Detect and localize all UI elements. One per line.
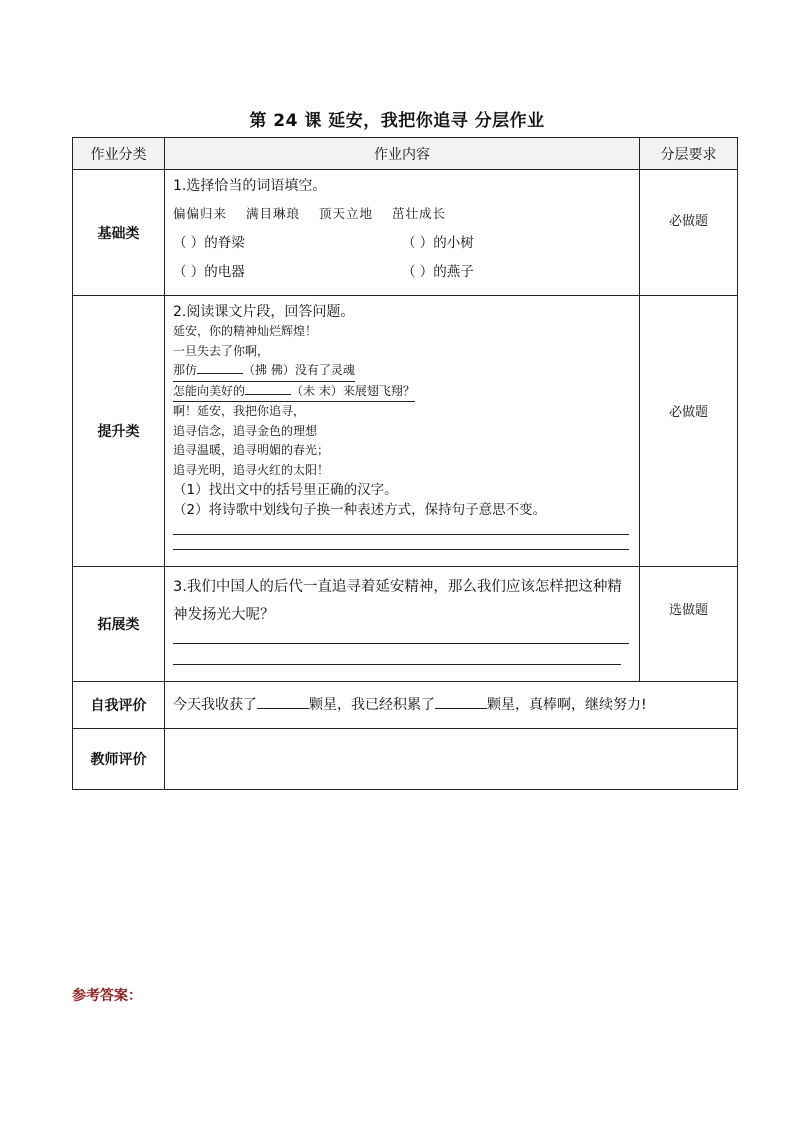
row-extend: [73, 567, 738, 682]
poem-line: 一旦失去了你啊，: [173, 343, 270, 358]
requirement-label: 必做题: [668, 214, 708, 229]
homework-table: [72, 137, 738, 790]
word-item: 偏偏归来: [173, 206, 228, 221]
requirement-improve: [640, 296, 738, 567]
poem-line: 追寻光明，追寻火红的太阳！: [173, 462, 330, 477]
word-item: 顶天立地: [319, 206, 374, 221]
fill-row: [173, 262, 631, 282]
category-improve: 提升类: [73, 296, 165, 567]
self-eval-content: 今天我收获了 颗星，我已经积累了 颗星，真棒啊，继续努力!: [165, 682, 738, 729]
teacher-eval-content[interactable]: [165, 729, 738, 790]
header-category: 作业分类: [73, 138, 165, 170]
header-row: [73, 138, 738, 170]
word-bank: [173, 204, 631, 224]
fill-blank[interactable]: （ ）的脊梁: [173, 235, 245, 251]
fill-blank[interactable]: （ ）的燕子: [402, 264, 474, 280]
poem-excerpt: [173, 322, 631, 480]
requirement-basic: [640, 170, 738, 296]
page-title: 第 24 课 延安，我把你追寻 分层作业: [249, 111, 545, 131]
sub-question-2: （2）将诗歌中划线句子换一种表述方式，保持句子意思不变。: [173, 502, 547, 518]
requirement-label: 选做题: [668, 603, 708, 618]
answer-line[interactable]: [173, 535, 629, 550]
header-content: 作业内容: [165, 138, 640, 170]
content-extend: [165, 567, 640, 682]
poem-line: 延安，你的精神灿烂辉煌！: [173, 324, 318, 338]
row-self-eval: [73, 682, 738, 729]
fill-blank[interactable]: （ ）的电器: [173, 264, 245, 280]
requirement-label: 必做题: [668, 405, 708, 420]
category-basic: 基础类: [73, 170, 165, 296]
poem-line-underlined: 那仿 （拂 佛）没有了灵魂: [173, 361, 355, 382]
row-teacher-eval: [73, 729, 738, 790]
fill-row: [173, 233, 631, 253]
requirement-extend: [640, 567, 738, 682]
question-3: 3.我们中国人的后代一直追寻着延安精神，那么我们应该怎样把这种精神发扬光大呢？: [173, 579, 622, 623]
answer-line[interactable]: [173, 629, 629, 644]
answer-label: 参考答案：: [72, 988, 142, 1004]
category-self-eval: 自我评价: [73, 682, 165, 729]
poem-line: 追寻温暖，追寻明媚的春光；: [173, 443, 330, 457]
sub-question-1: （1）找出文中的括号里正确的汉字。: [173, 482, 398, 498]
word-item: 茁壮成长: [392, 206, 447, 221]
star-count-blank[interactable]: [257, 696, 309, 709]
row-basic: [73, 170, 738, 296]
question-2: 2.阅读课文片段，回答问题。: [173, 304, 355, 320]
content-basic: [165, 170, 640, 296]
answer-blank[interactable]: [197, 361, 243, 374]
answer-line[interactable]: [173, 644, 621, 665]
word-item: 满目琳琅: [246, 206, 301, 221]
answer-blank[interactable]: [245, 382, 291, 395]
star-total-blank[interactable]: [435, 696, 487, 709]
content-improve: [165, 296, 640, 567]
header-requirement: 分层要求: [640, 138, 738, 170]
fill-blank[interactable]: （ ）的小树: [402, 235, 474, 251]
question-1: 1.选择恰当的词语填空。: [173, 178, 327, 194]
category-extend: 拓展类: [73, 567, 165, 682]
poem-line: 啊！延安，我把你追寻，: [173, 404, 306, 418]
poem-line: 追寻信念，追寻金色的理想: [173, 423, 318, 438]
row-improve: [73, 296, 738, 567]
category-teacher-eval: 教师评价: [73, 729, 165, 790]
poem-line-underlined: 怎能向美好的 （未 末）来展翅飞翔？: [173, 382, 415, 403]
answer-line[interactable]: [173, 520, 629, 535]
